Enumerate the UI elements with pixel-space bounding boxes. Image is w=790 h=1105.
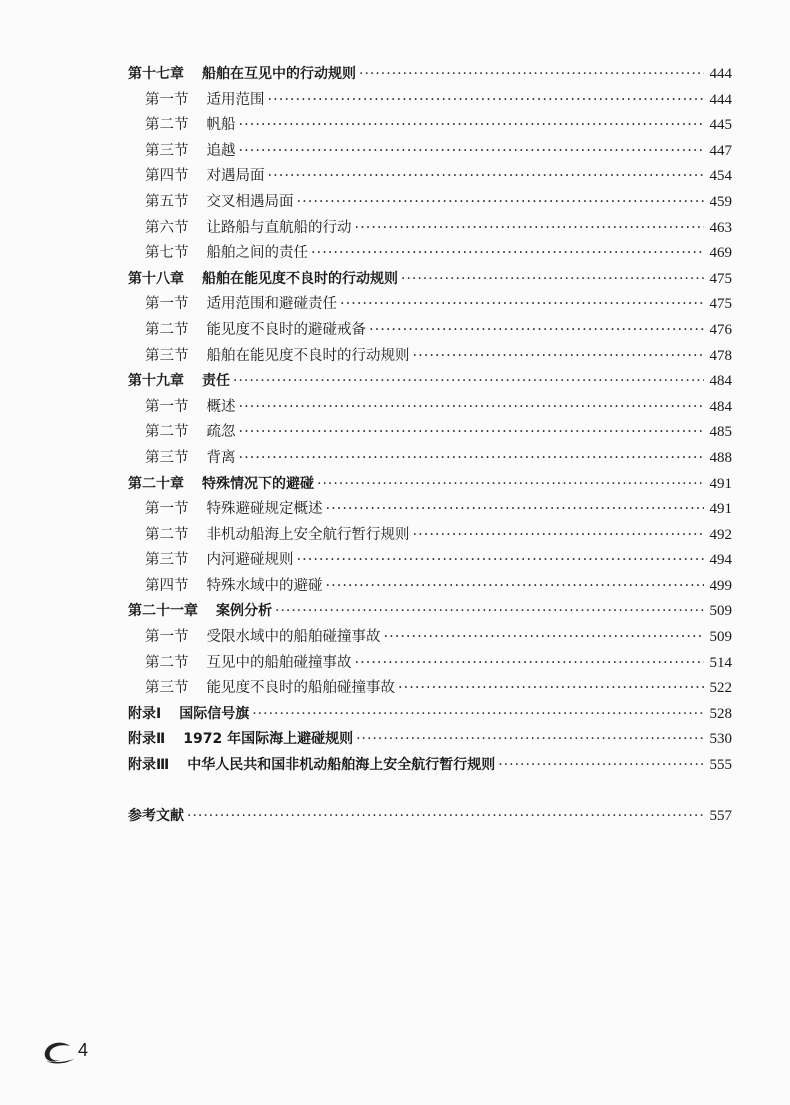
toc-chapter-entry[interactable] — [128, 267, 732, 293]
entry-number: 第三节 — [145, 347, 189, 364]
entry-title: 1972 年国际海上避碰规则 — [183, 731, 354, 748]
entry-title: 非机动船海上安全航行暂行规则 — [206, 526, 410, 543]
page-number: 4 — [78, 1039, 89, 1060]
entry-number: 附录Ⅰ — [128, 705, 162, 722]
dot-leader — [233, 369, 704, 395]
dot-leader — [413, 523, 704, 549]
entry-title: 特殊水域中的避碰 — [206, 577, 323, 594]
entry-title: 责任 — [202, 373, 230, 390]
entry-number: 第四节 — [145, 577, 189, 594]
toc-section-entry[interactable] — [128, 344, 732, 370]
entry-page-number: 494 — [709, 552, 732, 569]
entry-number: 第一节 — [145, 398, 189, 415]
entry-title: 国际信号旗 — [179, 705, 250, 722]
toc-section-entry[interactable] — [128, 241, 732, 267]
page-footer — [40, 1040, 88, 1066]
entry-page-number: 499 — [709, 577, 732, 594]
toc-chapter-entry[interactable] — [128, 727, 732, 753]
toc-section-entry[interactable] — [128, 88, 732, 114]
entry-number: 第三节 — [145, 449, 189, 466]
entry-title: 特殊情况下的避碰 — [202, 475, 314, 492]
toc-section-entry[interactable] — [128, 548, 732, 574]
entry-page-number: 475 — [709, 296, 732, 313]
toc-section-entry[interactable] — [128, 292, 732, 318]
entry-number: 第二十章 — [128, 475, 184, 492]
entry-title: 中华人民共和国非机动船舶海上安全航行暂行规则 — [187, 757, 496, 774]
entry-page-number: 492 — [709, 526, 732, 543]
entry-number: 第三节 — [145, 680, 189, 697]
entry-page-number: 445 — [709, 117, 732, 134]
entry-title: 案例分析 — [216, 603, 272, 620]
entry-title: 船舶在能见度不良时的行动规则 — [202, 270, 398, 287]
entry-page-number: 469 — [709, 245, 732, 262]
toc-section-entry[interactable] — [128, 216, 732, 242]
dot-leader — [239, 420, 704, 446]
entry-title: 疏忽 — [206, 424, 236, 441]
dot-leader — [326, 497, 704, 523]
dot-leader — [297, 190, 704, 216]
dot-leader — [317, 472, 704, 498]
entry-title: 适用范围 — [206, 91, 265, 108]
toc-section-entry[interactable] — [128, 164, 732, 190]
dot-leader — [355, 216, 704, 242]
dot-leader — [311, 241, 704, 267]
table-of-contents — [128, 62, 732, 829]
entry-title: 适用范围和避碰责任 — [206, 296, 337, 313]
entry-page-number: 514 — [709, 654, 732, 671]
entry-title: 特殊避碰规定概述 — [206, 501, 323, 518]
dot-leader — [268, 88, 704, 114]
dot-leader — [369, 318, 704, 344]
entry-number: 第三节 — [145, 142, 189, 159]
dot-leader — [239, 446, 704, 472]
entry-title: 交叉相遇局面 — [206, 193, 294, 210]
toc-section-entry[interactable] — [128, 574, 732, 600]
dot-leader — [356, 727, 703, 753]
dot-leader — [326, 574, 704, 600]
dot-leader — [239, 395, 704, 421]
dot-leader — [498, 753, 703, 779]
toc-section-entry[interactable] — [128, 497, 732, 523]
entry-page-number: 491 — [709, 501, 732, 518]
entry-title: 能见度不良时的避碰戒备 — [206, 321, 366, 338]
entry-number: 第一节 — [145, 501, 189, 518]
entry-page-number: 509 — [709, 603, 732, 620]
entry-title: 内河避碰规则 — [206, 552, 294, 569]
toc-section-entry[interactable] — [128, 523, 732, 549]
toc-section-entry[interactable] — [128, 420, 732, 446]
entry-title: 能见度不良时的船舶碰撞事故 — [206, 680, 395, 697]
entry-number: 第七节 — [145, 245, 189, 262]
toc-chapter-entry[interactable] — [128, 472, 732, 498]
entry-number: 第十九章 — [128, 373, 184, 390]
entry-page-number: 488 — [709, 449, 732, 466]
entry-number: 第四节 — [145, 168, 189, 185]
entry-number: 第二节 — [145, 321, 189, 338]
dot-leader — [239, 113, 704, 139]
entry-number: 第二节 — [145, 526, 189, 543]
dot-leader — [359, 62, 704, 88]
entry-page-number: 509 — [709, 629, 732, 646]
entry-title: 船舶在互见中的行动规则 — [202, 66, 356, 82]
entry-page-number: 522 — [709, 680, 732, 697]
entry-page-number: 478 — [709, 347, 732, 364]
toc-section-entry[interactable] — [128, 676, 732, 702]
entry-page-number: 555 — [709, 757, 732, 774]
entry-page-number: 484 — [709, 398, 732, 415]
entry-title: 参考文献 — [128, 807, 184, 824]
entry-page-number: 476 — [709, 321, 732, 338]
entry-title: 追越 — [206, 142, 236, 159]
entry-title: 对遇局面 — [206, 168, 265, 185]
toc-section-entry[interactable] — [128, 395, 732, 421]
dot-leader — [398, 676, 704, 702]
entry-number: 第十八章 — [128, 270, 184, 287]
entry-page-number: 444 — [709, 66, 732, 82]
entry-page-number: 447 — [709, 142, 732, 159]
entry-title: 受限水域中的船舶碰撞事故 — [206, 629, 381, 646]
entry-title: 概述 — [206, 398, 236, 415]
dot-leader — [340, 292, 704, 318]
toc-section-entry[interactable] — [128, 651, 732, 677]
toc-chapter-entry[interactable] — [128, 804, 732, 830]
wave-icon — [40, 1040, 76, 1066]
entry-number: 第一节 — [145, 629, 189, 646]
entry-number: 第五节 — [145, 193, 189, 210]
entry-number: 第二节 — [145, 424, 189, 441]
dot-leader — [384, 625, 704, 651]
entry-number: 附录Ⅱ — [128, 731, 166, 748]
toc-spacer — [128, 779, 732, 804]
toc-section-entry[interactable] — [128, 139, 732, 165]
entry-page-number: 485 — [709, 424, 732, 441]
toc-section-entry[interactable] — [128, 190, 732, 216]
dot-leader — [239, 139, 704, 165]
entry-page-number: 463 — [709, 219, 732, 236]
dot-leader — [275, 599, 704, 625]
entry-number: 附录Ⅲ — [128, 757, 170, 774]
entry-number: 第二节 — [145, 654, 189, 671]
entry-number: 第二十一章 — [128, 603, 198, 620]
entry-number: 第三节 — [145, 552, 189, 569]
toc-chapter-entry[interactable] — [128, 753, 732, 779]
entry-title: 船舶之间的责任 — [206, 245, 308, 262]
entry-page-number: 459 — [709, 193, 732, 210]
entry-title: 背离 — [206, 449, 236, 466]
entry-page-number: 528 — [709, 705, 732, 722]
entry-page-number: 454 — [709, 168, 732, 185]
entry-page-number: 444 — [709, 91, 732, 108]
dot-leader — [297, 548, 704, 574]
toc-section-entry[interactable] — [128, 625, 732, 651]
entry-number: 第一节 — [145, 91, 189, 108]
entry-page-number: 491 — [709, 475, 732, 492]
dot-leader — [268, 164, 704, 190]
entry-title: 让路船与直航船的行动 — [206, 219, 352, 236]
toc-section-entry[interactable] — [128, 446, 732, 472]
entry-page-number: 475 — [709, 270, 732, 287]
toc-chapter-entry[interactable] — [128, 369, 732, 395]
toc-section-entry[interactable] — [128, 113, 732, 139]
entry-page-number: 557 — [709, 807, 732, 824]
entry-number: 第十七章 — [128, 66, 184, 82]
dot-leader — [413, 344, 704, 370]
entry-number: 第二节 — [145, 117, 189, 134]
toc-chapter-entry[interactable] — [128, 62, 732, 88]
entry-number: 第六节 — [145, 219, 189, 236]
entry-page-number: 530 — [709, 731, 732, 748]
toc-chapter-entry[interactable] — [128, 599, 732, 625]
entry-title: 帆船 — [206, 117, 236, 134]
dot-leader — [252, 702, 703, 728]
dot-leader — [355, 651, 704, 677]
entry-number: 第一节 — [145, 296, 189, 313]
toc-section-entry[interactable] — [128, 318, 732, 344]
entry-title: 船舶在能见度不良时的行动规则 — [206, 347, 410, 364]
entry-page-number: 484 — [709, 373, 732, 390]
dot-leader — [401, 267, 704, 293]
entry-title: 互见中的船舶碰撞事故 — [206, 654, 352, 671]
dot-leader — [187, 804, 704, 830]
toc-chapter-entry[interactable] — [128, 702, 732, 728]
